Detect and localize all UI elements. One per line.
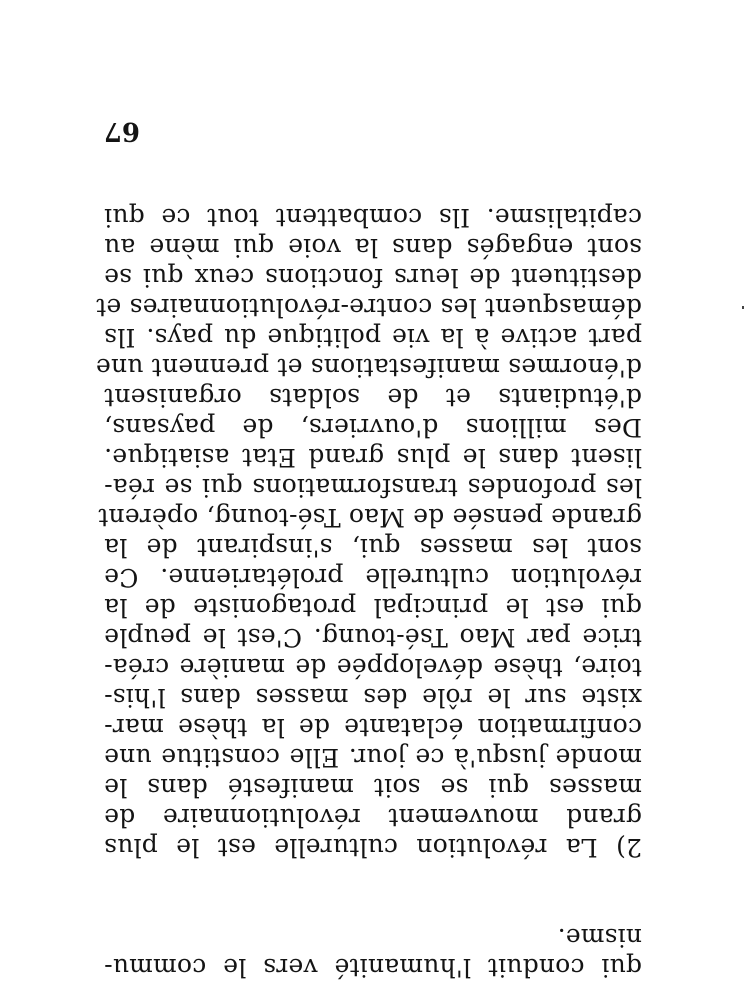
text-line: d'étudiants et de soldats organisent	[104, 383, 642, 412]
page-number: 67	[103, 116, 140, 146]
text-line: nisme.	[557, 923, 642, 952]
text-line: confirmation éclatante de la thèse mar-	[104, 713, 642, 742]
text-line: qui conduit l'humanité vers le commu-	[104, 953, 642, 982]
text-line: grand mouvement révolutionnaire de	[104, 803, 642, 832]
text-line: part active à la vie politique du pays. Ils	[104, 323, 642, 352]
text-line: démasquent les contre-révolutionnaires et	[96, 293, 642, 322]
text-line: 2) La révolution culturelle est le plus	[104, 833, 642, 862]
text-line: destituent de leurs fonctions ceux qui se	[104, 263, 642, 292]
scan-speck	[742, 306, 744, 309]
text-line: grande pensée de Mao Tsé-toung, opèrent	[98, 503, 642, 532]
text-line: sont engagés dans la voie qui mène au	[104, 233, 642, 262]
text-line: révolution culturelle prolétarienne. Ce	[104, 563, 642, 592]
text-line: capitalisme. Ils combattent tout ce qui	[104, 203, 642, 232]
text-line: sont les masses qui, s'inspirant de la	[104, 533, 642, 562]
text-line: monde jusqu'à ce jour. Elle constitue une	[104, 743, 642, 772]
text-line: d'énormes manifestations et prennent une	[95, 353, 642, 382]
text-line: les profondes transformations qui se réa-	[104, 473, 642, 502]
text-line: masses qui se soit manifesté dans le	[104, 773, 642, 802]
text-line: lisent dans le plus grand Etat asiatique.	[104, 443, 642, 472]
text-line: trice par Mao Tsé-toung. C'est le peuple	[104, 623, 642, 652]
text-line: xiste sur le rôle des masses dans l'his-	[104, 683, 642, 712]
paragraph-main	[95, 202, 642, 862]
text-line: Des millions d'ouvriers, de paysans,	[104, 413, 642, 442]
text-line: toire, thèse développée de manière créa-	[104, 653, 642, 682]
text-line: qui est le principal protagoniste de la	[104, 593, 642, 622]
paragraph-continuation	[104, 922, 642, 982]
